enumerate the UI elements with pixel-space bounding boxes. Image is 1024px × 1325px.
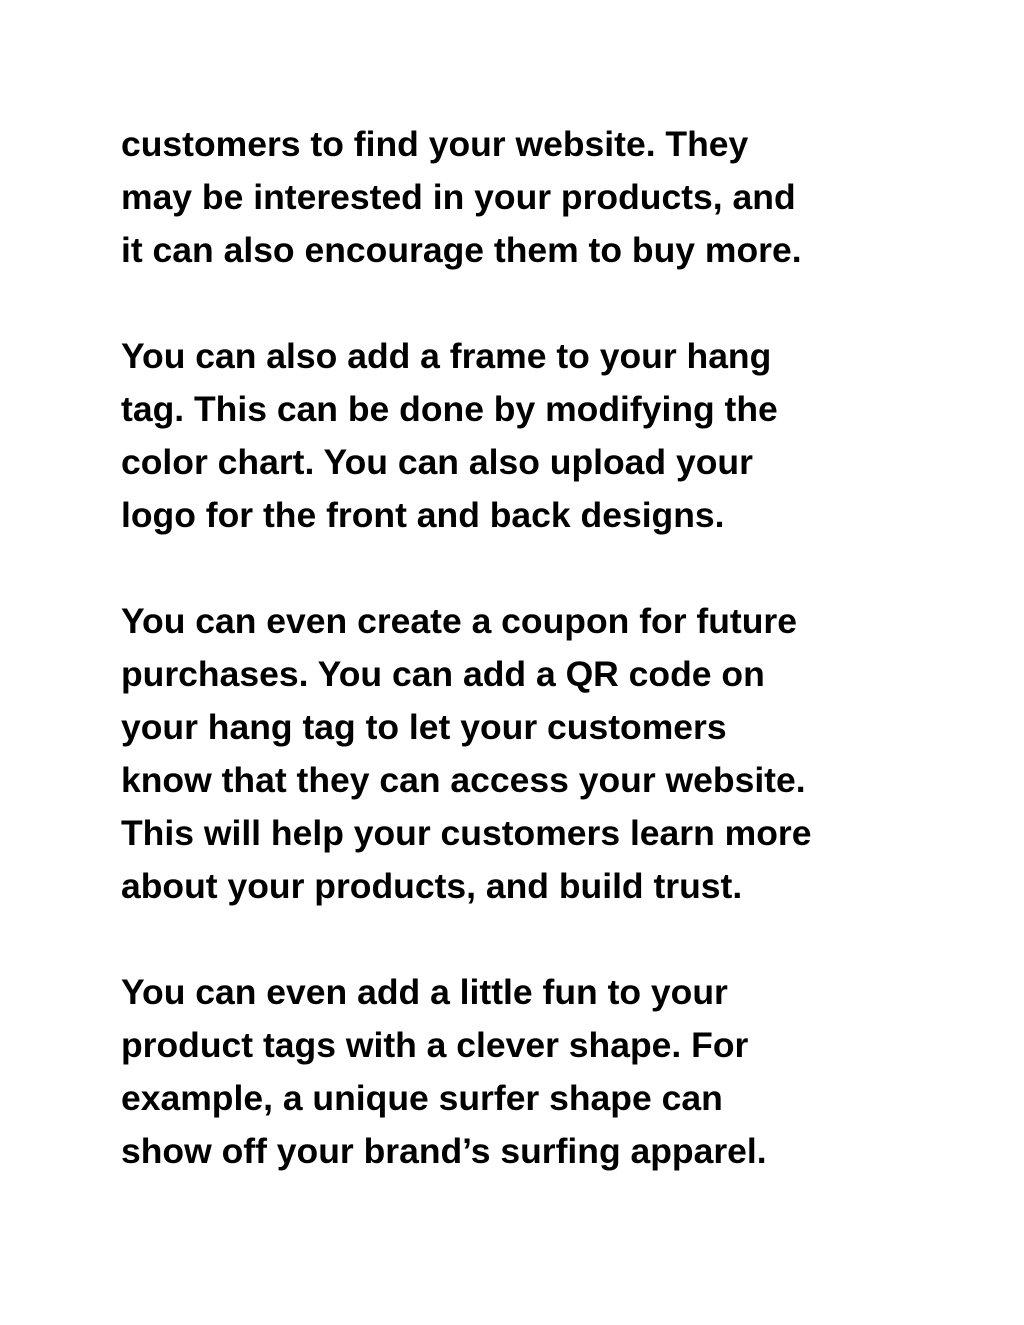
text-line: example, a unique surfer shape can <box>121 1078 723 1118</box>
text-line: You can even add a little fun to your <box>121 972 728 1012</box>
paragraph-website-benefits <box>121 118 921 277</box>
paragraph-spacer <box>121 277 921 330</box>
paragraph-frame-and-logo <box>121 330 921 542</box>
text-line: You can also add a frame to your hang <box>121 336 772 376</box>
document-page <box>121 118 921 1178</box>
text-line: customers to find your website. They <box>121 124 749 164</box>
text-line: purchases. You can add a QR code on <box>121 654 765 694</box>
text-line: logo for the front and back designs. <box>121 495 725 535</box>
text-line: know that they can access your website. <box>121 760 806 800</box>
paragraph-spacer <box>121 913 921 966</box>
text-line: it can also encourage them to buy more. <box>121 230 802 270</box>
text-line: This will help your customers learn more <box>121 813 812 853</box>
paragraph-clever-shape <box>121 966 921 1178</box>
paragraph-spacer <box>121 542 921 595</box>
text-line: show off your brand’s surfing apparel. <box>121 1131 767 1171</box>
text-line: tag. This can be done by modifying the <box>121 389 778 429</box>
text-line: product tags with a clever shape. For <box>121 1025 749 1065</box>
text-line: You can even create a coupon for future <box>121 601 797 641</box>
text-line: your hang tag to let your customers <box>121 707 727 747</box>
text-line: about your products, and build trust. <box>121 866 743 906</box>
text-line: may be interested in your products, and <box>121 177 796 217</box>
text-line: color chart. You can also upload your <box>121 442 753 482</box>
paragraph-coupon-and-qr <box>121 595 921 913</box>
